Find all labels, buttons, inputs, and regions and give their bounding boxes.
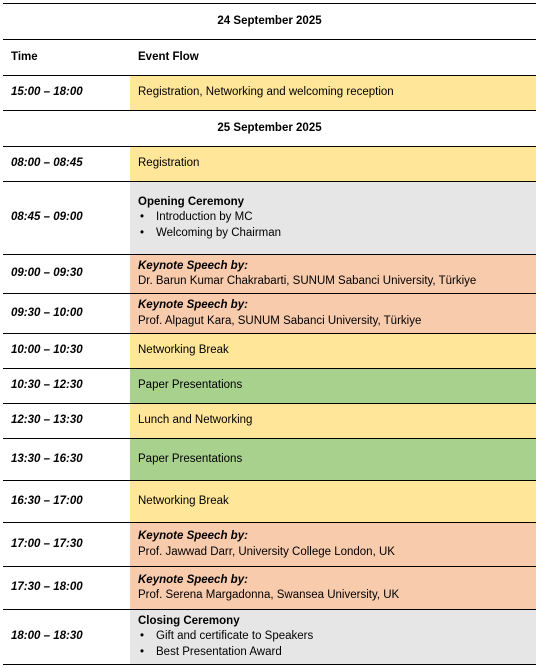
event-column-header: Event Flow <box>130 40 536 76</box>
schedule-row <box>3 182 536 255</box>
event-cell: Lunch and Networking <box>130 404 536 439</box>
event-cell: Registration, Networking and welcoming reception <box>130 76 536 111</box>
day-heading-row <box>3 111 536 147</box>
speaker-name: Prof. Jawwad Darr, University College London, UK <box>138 545 395 558</box>
bullet-item <box>138 645 532 661</box>
time-slot: 18:00 – 18:30 <box>3 610 130 665</box>
time-slot: 17:00 – 17:30 <box>3 523 130 567</box>
event-title: Keynote Speech by: <box>138 573 248 586</box>
schedule-row <box>3 439 536 481</box>
schedule-row <box>3 481 536 523</box>
event-cell <box>130 610 536 665</box>
schedule-row <box>3 255 536 294</box>
bullet-icon: • <box>140 645 145 658</box>
event-bullets <box>138 210 532 241</box>
time-slot: 13:30 – 16:30 <box>3 439 130 481</box>
event-cell <box>130 294 536 334</box>
time-slot: 09:00 – 09:30 <box>3 255 130 294</box>
bullet-item <box>138 226 532 242</box>
schedule-row <box>3 76 536 111</box>
event-title: Opening Ceremony <box>138 195 245 208</box>
bullet-item <box>138 210 532 226</box>
event-title: Keynote Speech by: <box>138 259 248 272</box>
time-slot: 08:00 – 08:45 <box>3 147 130 182</box>
event-cell <box>130 567 536 610</box>
schedule-row <box>3 147 536 182</box>
day-date: 24 September 2025 <box>3 4 536 40</box>
event-cell: Networking Break <box>130 481 536 523</box>
event-cell <box>130 182 536 255</box>
event-cell <box>130 523 536 567</box>
time-slot: 10:00 – 10:30 <box>3 334 130 369</box>
schedule-row <box>3 610 536 665</box>
schedule-row <box>3 369 536 404</box>
time-slot: 10:30 – 12:30 <box>3 369 130 404</box>
schedule-table <box>3 3 536 665</box>
header-row <box>3 40 536 76</box>
time-slot: 08:45 – 09:00 <box>3 182 130 255</box>
event-cell <box>130 255 536 294</box>
bullet-text: Gift and certificate to Speakers <box>156 630 314 643</box>
bullet-text: Introduction by MC <box>156 211 253 224</box>
time-slot: 09:30 – 10:00 <box>3 294 130 334</box>
time-slot: 16:30 – 17:00 <box>3 481 130 523</box>
schedule-row <box>3 404 536 439</box>
bullet-icon: • <box>140 630 145 643</box>
speaker-name: Prof. Serena Margadonna, Swansea University, UK <box>138 589 400 601</box>
day-heading-row <box>3 4 536 40</box>
event-title: Keynote Speech by: <box>138 530 248 542</box>
event-cell: Registration <box>130 147 536 182</box>
event-cell: Paper Presentations <box>130 439 536 481</box>
schedule-row <box>3 334 536 369</box>
event-title: Keynote Speech by: <box>138 299 248 311</box>
event-cell: Paper Presentations <box>130 369 536 404</box>
schedule-row <box>3 523 536 567</box>
bullet-text: Welcoming by Chairman <box>156 226 282 239</box>
time-slot: 15:00 – 18:00 <box>3 76 130 111</box>
bullet-icon: • <box>140 226 145 239</box>
event-cell: Networking Break <box>130 334 536 369</box>
time-slot: 17:30 – 18:00 <box>3 567 130 610</box>
schedule-row <box>3 294 536 334</box>
bullet-item <box>138 629 532 645</box>
event-title: Closing Ceremony <box>138 614 240 627</box>
day-date: 25 September 2025 <box>3 111 536 147</box>
speaker-name: Dr. Barun Kumar Chakrabarti, SUNUM Sabanci University, Türkiye <box>138 275 477 287</box>
time-slot: 12:30 – 13:30 <box>3 404 130 439</box>
bullet-icon: • <box>140 211 145 224</box>
schedule-row <box>3 567 536 610</box>
event-bullets <box>138 629 532 660</box>
speaker-name: Prof. Alpagut Kara, SUNUM Sabanci University, Türkiye <box>138 314 422 327</box>
time-column-header: Time <box>3 40 130 76</box>
bullet-text: Best Presentation Award <box>156 645 282 658</box>
